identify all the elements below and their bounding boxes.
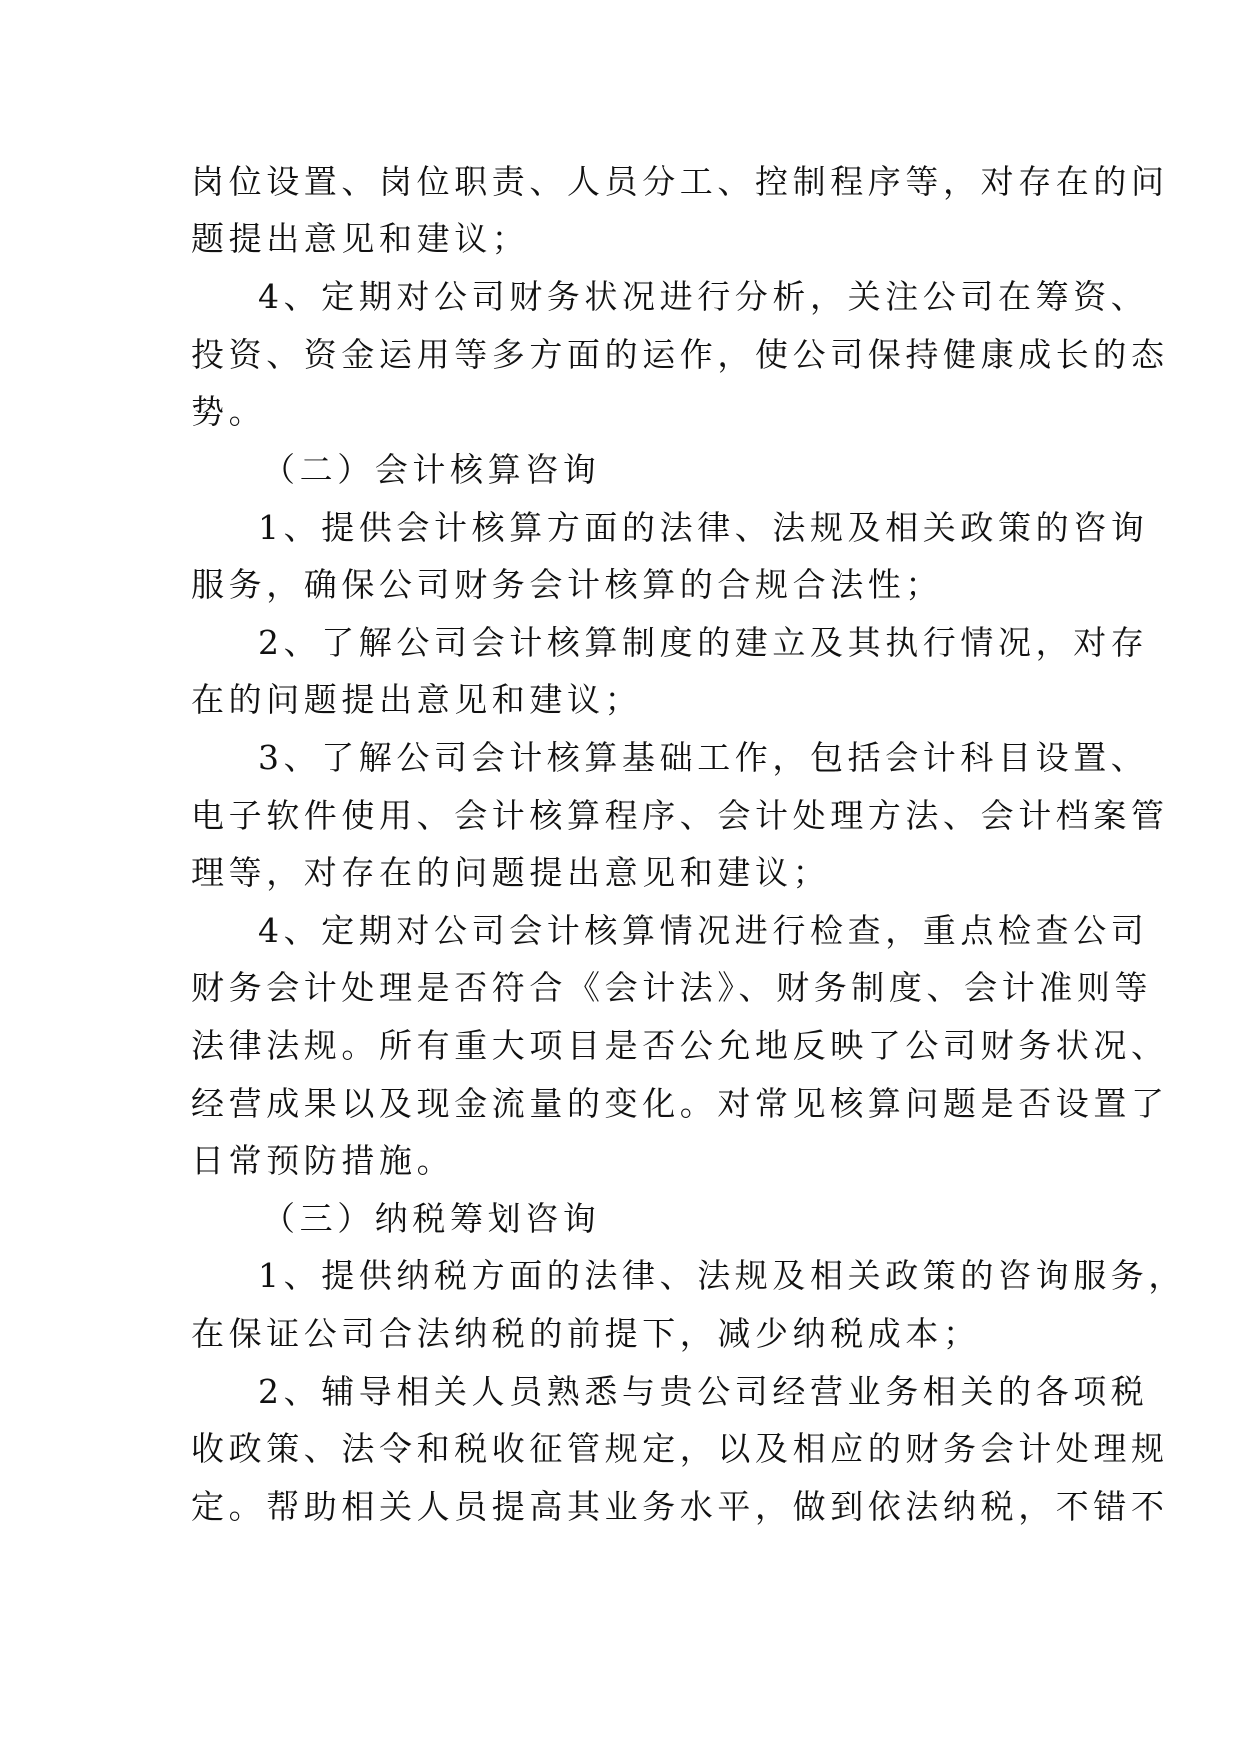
text-line: 电子软件使用、会计核算程序、会计处理方法、会计档案管 — [191, 796, 1169, 835]
text-line: 2、辅导相关人员熟悉与贵公司经营业务相关的各项税 — [258, 1372, 1149, 1411]
text-line: 题提出意见和建议； — [191, 219, 530, 258]
text-line: 理等，对存在的问题提出意见和建议； — [191, 853, 831, 892]
text-line: 4、定期对公司会计核算情况进行检查，重点检查公司 — [258, 911, 1149, 950]
text-line: 4、定期对公司财务状况进行分析，关注公司在筹资、 — [258, 277, 1149, 316]
text-line: 在保证公司合法纳税的前提下，减少纳税成本； — [191, 1314, 981, 1353]
text-line: 1、提供会计核算方面的法律、法规及相关政策的咨询 — [258, 508, 1149, 547]
section-heading: （三）纳税筹划咨询 — [262, 1199, 601, 1238]
text-line: 经营成果以及现金流量的变化。对常见核算问题是否设置了 — [191, 1084, 1169, 1123]
text-line: 定。帮助相关人员提高其业务水平，做到依法纳税，不错不 — [191, 1487, 1169, 1526]
text-line: 岗位设置、岗位职责、人员分工、控制程序等，对存在的问 — [191, 162, 1169, 201]
text-line: 在的问题提出意见和建议； — [191, 680, 643, 719]
text-line: 日常预防措施。 — [191, 1141, 455, 1180]
text-line: 服务，确保公司财务会计核算的合规合法性； — [191, 565, 943, 604]
text-line: 2、了解公司会计核算制度的建立及其执行情况，对存 — [258, 623, 1149, 662]
text-line: 3、了解公司会计核算基础工作，包括会计科目设置、 — [258, 738, 1149, 777]
text-line: 财务会计处理是否符合《会计法》、财务制度、会计准则等 — [191, 968, 1153, 1007]
text-line: 法律法规。所有重大项目是否公允地反映了公司财务状况、 — [191, 1026, 1169, 1065]
section-heading: （二）会计核算咨询 — [262, 450, 601, 489]
text-line: 投资、资金运用等多方面的运作，使公司保持健康成长的态 — [191, 335, 1169, 374]
text-line: 收政策、法令和税收征管规定，以及相应的财务会计处理规 — [191, 1429, 1169, 1468]
text-line: 1、提供纳税方面的法律、法规及相关政策的咨询服务， — [258, 1256, 1186, 1295]
text-line: 势。 — [191, 392, 267, 431]
